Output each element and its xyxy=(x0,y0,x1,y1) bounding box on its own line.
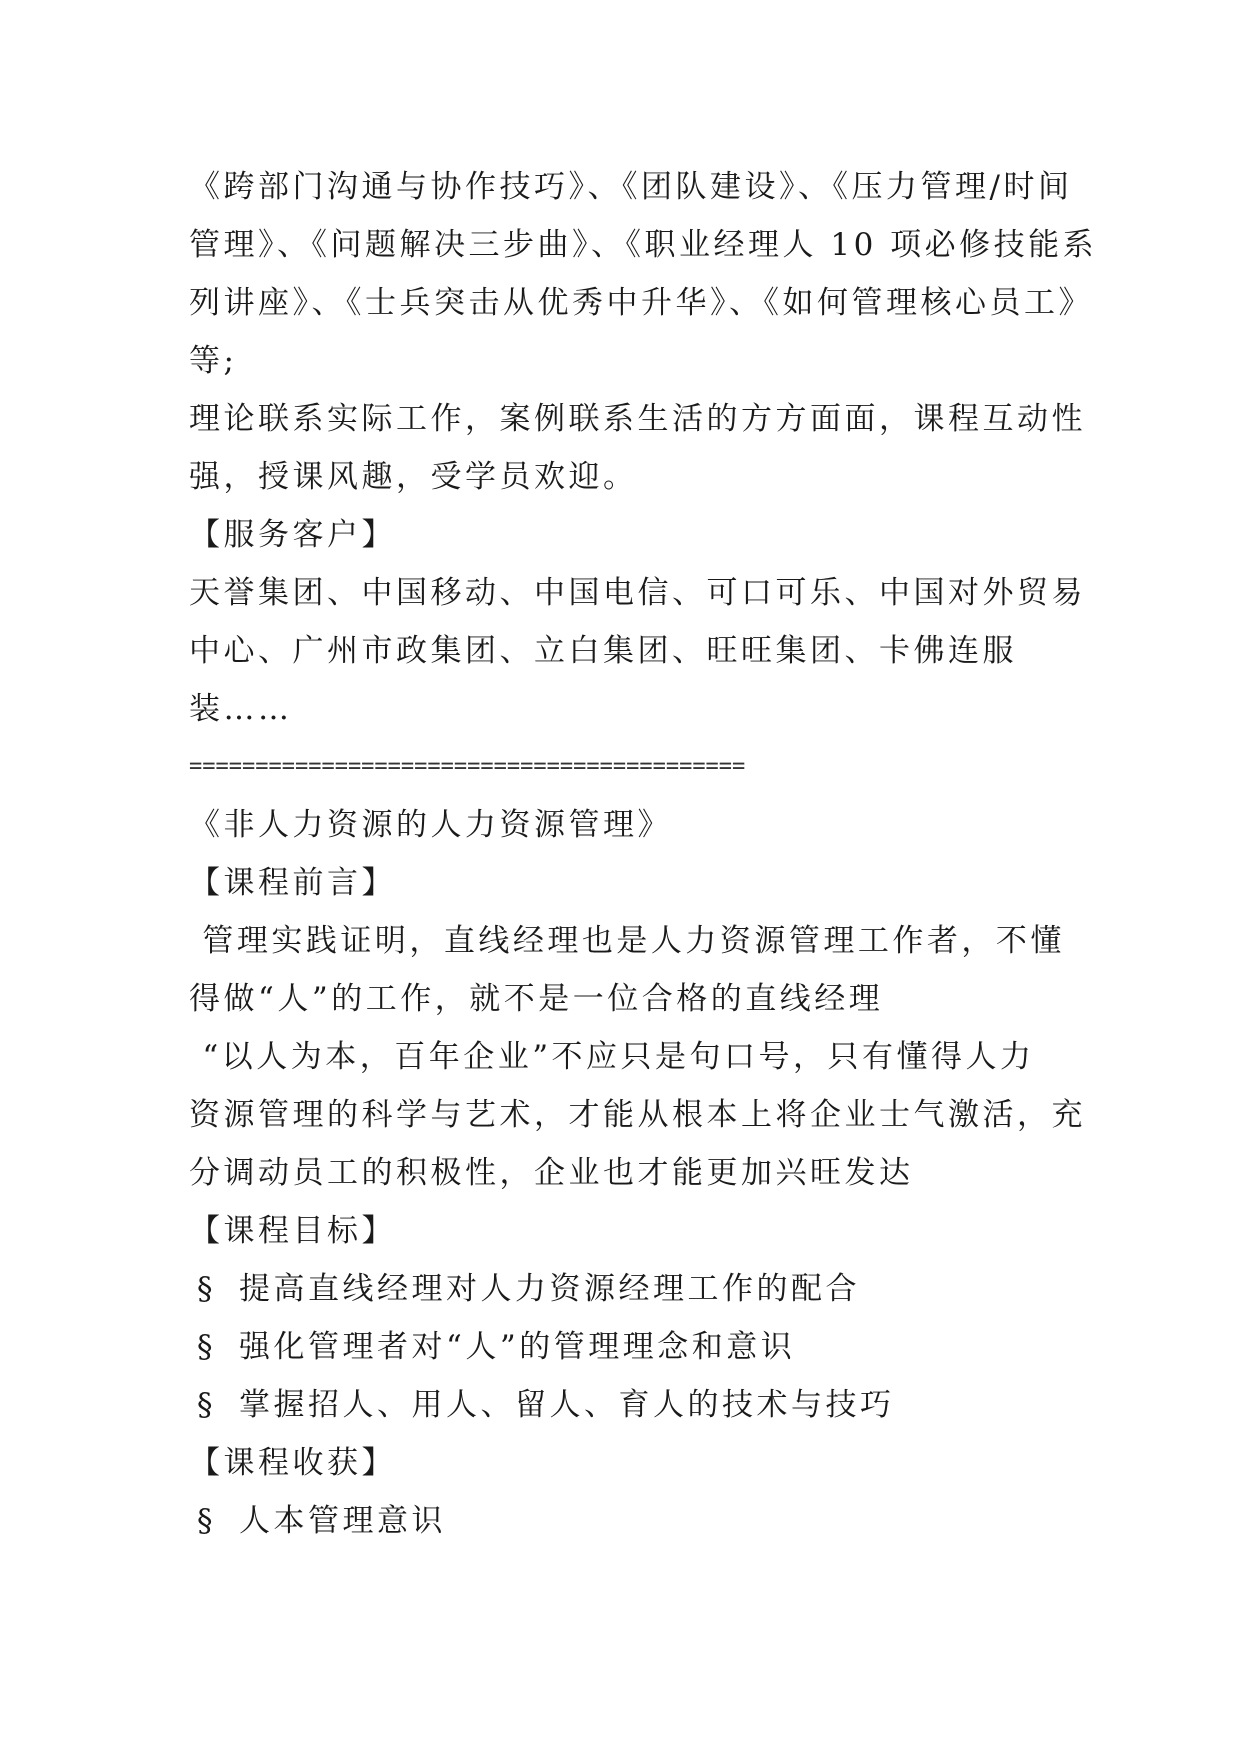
preface-line: 管理实践证明，直线经理也是人力资源管理工作者，不懂 xyxy=(189,923,1065,959)
intro-line: 管理》、《问题解决三步曲》、《职业经理人 10 项必修技能系 xyxy=(189,227,1098,263)
clients-heading: 【服务客户】 xyxy=(189,517,396,553)
preface-heading: 【课程前言】 xyxy=(189,865,396,901)
course-title: 《非人力资源的人力资源管理》 xyxy=(189,807,672,843)
intro-line: 强，授课风趣，受学员欢迎。 xyxy=(189,459,638,495)
intro-line: 列讲座》、《士兵突击从优秀中升华》、《如何管理核心员工》 xyxy=(189,285,1093,321)
intro-line: 《跨部门沟通与协作技巧》、《团队建设》、《压力管理/时间 xyxy=(189,169,1073,205)
preface-line: 资源管理的科学与艺术，才能从根本上将企业士气激活，充 xyxy=(189,1097,1086,1133)
section-separator: ========================================== xyxy=(189,754,746,779)
intro-line: 理论联系实际工作，案例联系生活的方方面面，课程互动性 xyxy=(189,401,1086,437)
goals-heading: 【课程目标】 xyxy=(189,1213,396,1249)
gains-heading: 【课程收获】 xyxy=(189,1445,396,1481)
section-sign-bullet: § xyxy=(197,1503,216,1539)
clients-line: 中心、广州市政集团、立白集团、旺旺集团、卡佛连服 xyxy=(189,633,1017,669)
clients-line: 天誉集团、中国移动、中国电信、可口可乐、中国对外贸易 xyxy=(189,575,1086,611)
goal-item xyxy=(189,1318,1069,1376)
goal-text: 强化管理者对“人”的管理理念和意识 xyxy=(239,1329,796,1365)
goal-item xyxy=(189,1260,1069,1318)
preface-line: “以人为本，百年企业”不应只是句口号，只有懂得人力 xyxy=(189,1039,1035,1075)
gain-item xyxy=(189,1492,1069,1550)
section-sign-bullet: § xyxy=(197,1387,216,1423)
document-body xyxy=(189,158,1098,1550)
preface-line: 得做“人”的工作，就不是一位合格的直线经理 xyxy=(189,981,884,1017)
intro-line: 等; xyxy=(189,343,238,379)
clients-line: 装…… xyxy=(189,691,293,727)
goal-text: 提高直线经理对人力资源经理工作的配合 xyxy=(239,1271,860,1307)
preface-line: 分调动员工的积极性，企业也才能更加兴旺发达 xyxy=(189,1155,914,1191)
goal-item xyxy=(189,1376,1069,1434)
gain-text: 人本管理意识 xyxy=(239,1503,446,1539)
goal-text: 掌握招人、用人、留人、育人的技术与技巧 xyxy=(239,1387,895,1423)
section-sign-bullet: § xyxy=(197,1271,216,1307)
section-sign-bullet: § xyxy=(197,1329,216,1365)
